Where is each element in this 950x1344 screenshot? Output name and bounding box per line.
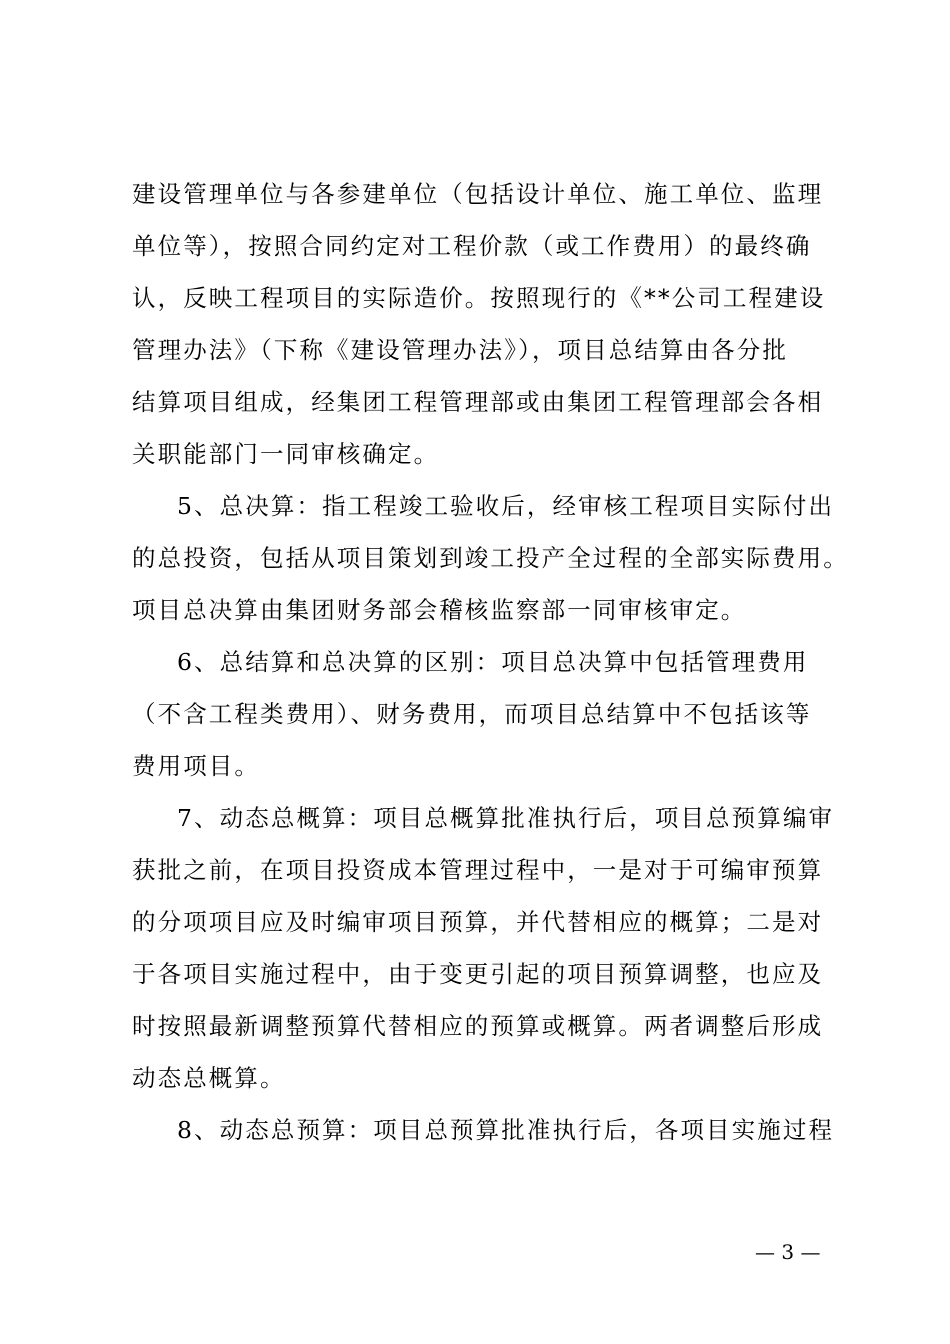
paragraph-6-start: 6、总结算和总决算的区别：项目总决算中包括管理费用 <box>177 648 809 676</box>
text-line: 的分项项目应及时编审项目预算，并代替相应的概算；二是对 <box>132 908 824 936</box>
text-line: 动态总概算。 <box>132 1064 286 1092</box>
text-line: 建设管理单位与各参建单位（包括设计单位、施工单位、监理 <box>132 180 824 208</box>
text-line: 认，反映工程项目的实际造价。按照现行的《**公司工程建设 <box>132 284 826 312</box>
text-line: 获批之前，在项目投资成本管理过程中，一是对于可编审预算 <box>132 856 824 884</box>
paragraph-8-start: 8、动态总预算：项目总预算批准执行后，各项目实施过程 <box>177 1116 835 1144</box>
text-line: （不含工程类费用）、财务费用，而项目总结算中不包括该等 <box>132 700 812 728</box>
text-line: 时按照最新调整预算代替相应的预算或概算。两者调整后形成 <box>132 1012 824 1040</box>
text-line: 费用项目。 <box>132 752 260 780</box>
text-line: 于各项目实施过程中，由于变更引起的项目预算调整，也应及 <box>132 960 824 988</box>
text-line: 结算项目组成，经集团工程管理部或由集团工程管理部会各相 <box>132 388 824 416</box>
paragraph-7-start: 7、动态总概算：项目总概算批准执行后，项目总预算编审 <box>177 804 835 832</box>
text-line: 关职能部门一同审核确定。 <box>132 440 440 468</box>
text-line: 单位等），按照合同约定对工程价款（或工作费用）的最终确 <box>132 232 812 260</box>
text-line: 的总投资，包括从项目策划到竣工投产全过程的全部实际费用。 <box>132 544 849 572</box>
text-line: 管理办法》（下称《建设管理办法》），项目总结算由各分批 <box>132 336 788 364</box>
page-number: — 3 — <box>755 1240 821 1264</box>
text-line: 项目总决算由集团财务部会稽核监察部一同审核审定。 <box>132 596 747 624</box>
paragraph-5-start: 5、总决算：指工程竣工验收后，经审核工程项目实际付出 <box>177 492 835 520</box>
